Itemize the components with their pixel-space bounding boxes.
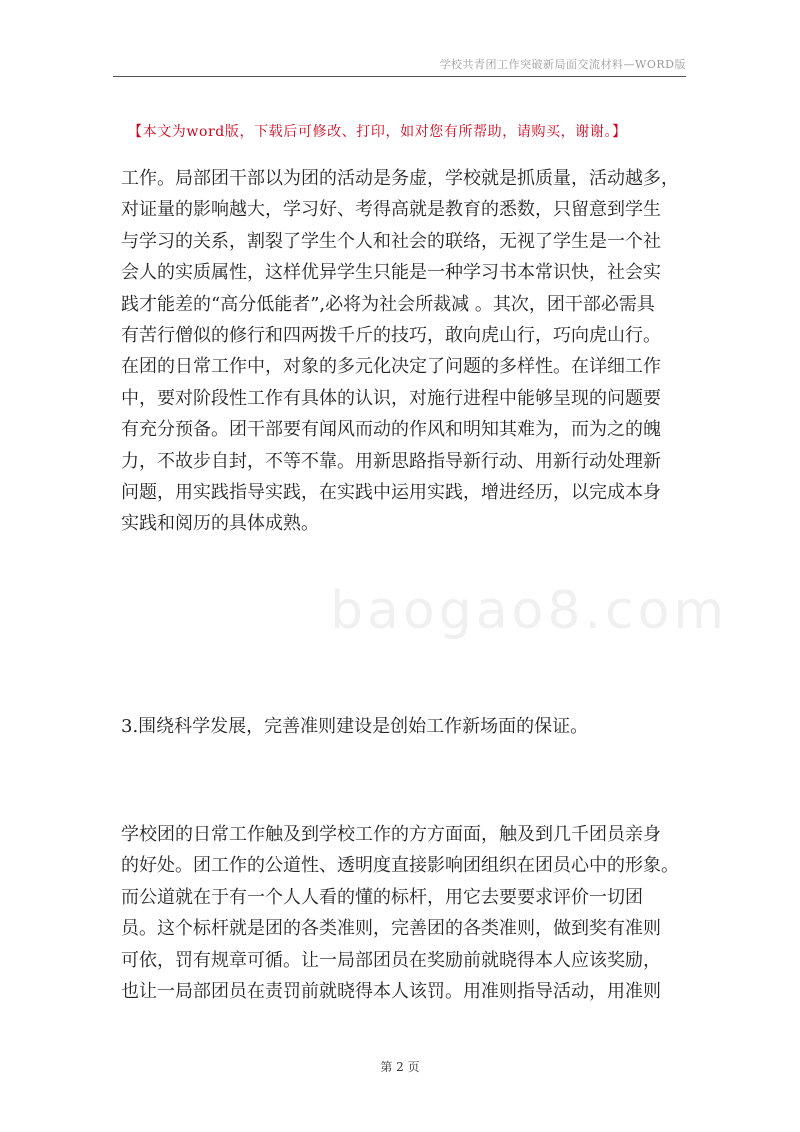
section-heading [121,711,691,742]
purchase-notice: 【本文为word版，下载后可修改、打印，如对您有所帮助，请购买，谢谢。】 [128,124,627,140]
paragraph-line: 员。这个标杆就是团的各类准则，完善团的各类准则，做到奖有准则 [121,918,661,940]
paragraph-line: 力，不故步自封，不等不靠。用新思路指导新行动、用新行动处理新 [121,450,661,472]
paragraph-line: 工作。局部团干部以为团的活动是务虚，学校就是抓质量，活动越多， [121,168,679,189]
paragraph-line: 与学习的关系，割裂了学生个人和社会的联络，无视了学生是一个社 [121,230,661,252]
paragraph-line: 中，要对阶段性工作有具体的认识，对施行进程中能够呈现的问题要 [121,387,661,409]
paragraph-line: 而公道就在于有一个人人看的懂的标杆，用它去要要求评价一切团 [121,886,643,908]
paragraph-line: 也让一局部团员在责罚前就晓得本人该罚。用准则指导活动，用准则 [121,980,661,1002]
paragraph-line: 在团的日常工作中，对象的多元化决定了问题的多样性。在详细工作 [121,356,661,378]
paragraph-line: 的好处。团工作的公道性、透明度直接影响团组织在团员心中的形象。 [121,855,679,877]
header-title: 学校共青团工作突破新局面交流材料—WORD版 [439,58,686,71]
paragraph-line: 实践和阅历的具体成熟。 [121,513,319,535]
body-paragraph-1 [121,163,691,540]
paragraph-line: 会人的实质属性，这样优异学生只能是一种学习书本常识快，社会实 [121,262,661,284]
paragraph-line: 对证量的影响越大，学习好、考得高就是教育的悉数，只留意到学生 [121,199,661,221]
paragraph-line: 践才能差的“高分低能者”,必将为社会所裁减 。其次，团干部必需具 [121,293,655,315]
section-heading-text: 3.围绕科学发展，完善准则建设是创始工作新场面的保证。 [121,716,589,737]
watermark: baogao8.com [330,581,729,641]
page-number: 第 2 页 [380,1060,420,1074]
paragraph-line: 有苦行僧似的修行和四两拨千斤的技巧，敢向虎山行，巧向虎山行。 [121,324,661,346]
body-paragraph-2 [121,819,691,1007]
paragraph-line: 学校团的日常工作触及到学校工作的方方面面，触及到几千团员亲身 [121,824,661,845]
paragraph-line: 有充分预备。团干部要有闻风而动的作风和明知其难为，而为之的魄 [121,419,661,441]
paragraph-line: 可依，罚有规章可循。让一局部团员在奖励前就晓得本人应该奖励， [121,949,661,971]
page-footer [0,1058,800,1075]
paragraph-line: 问题，用实践指导实践，在实践中运用实践，增进经历，以完成本身 [121,481,661,503]
page-header [113,52,686,77]
